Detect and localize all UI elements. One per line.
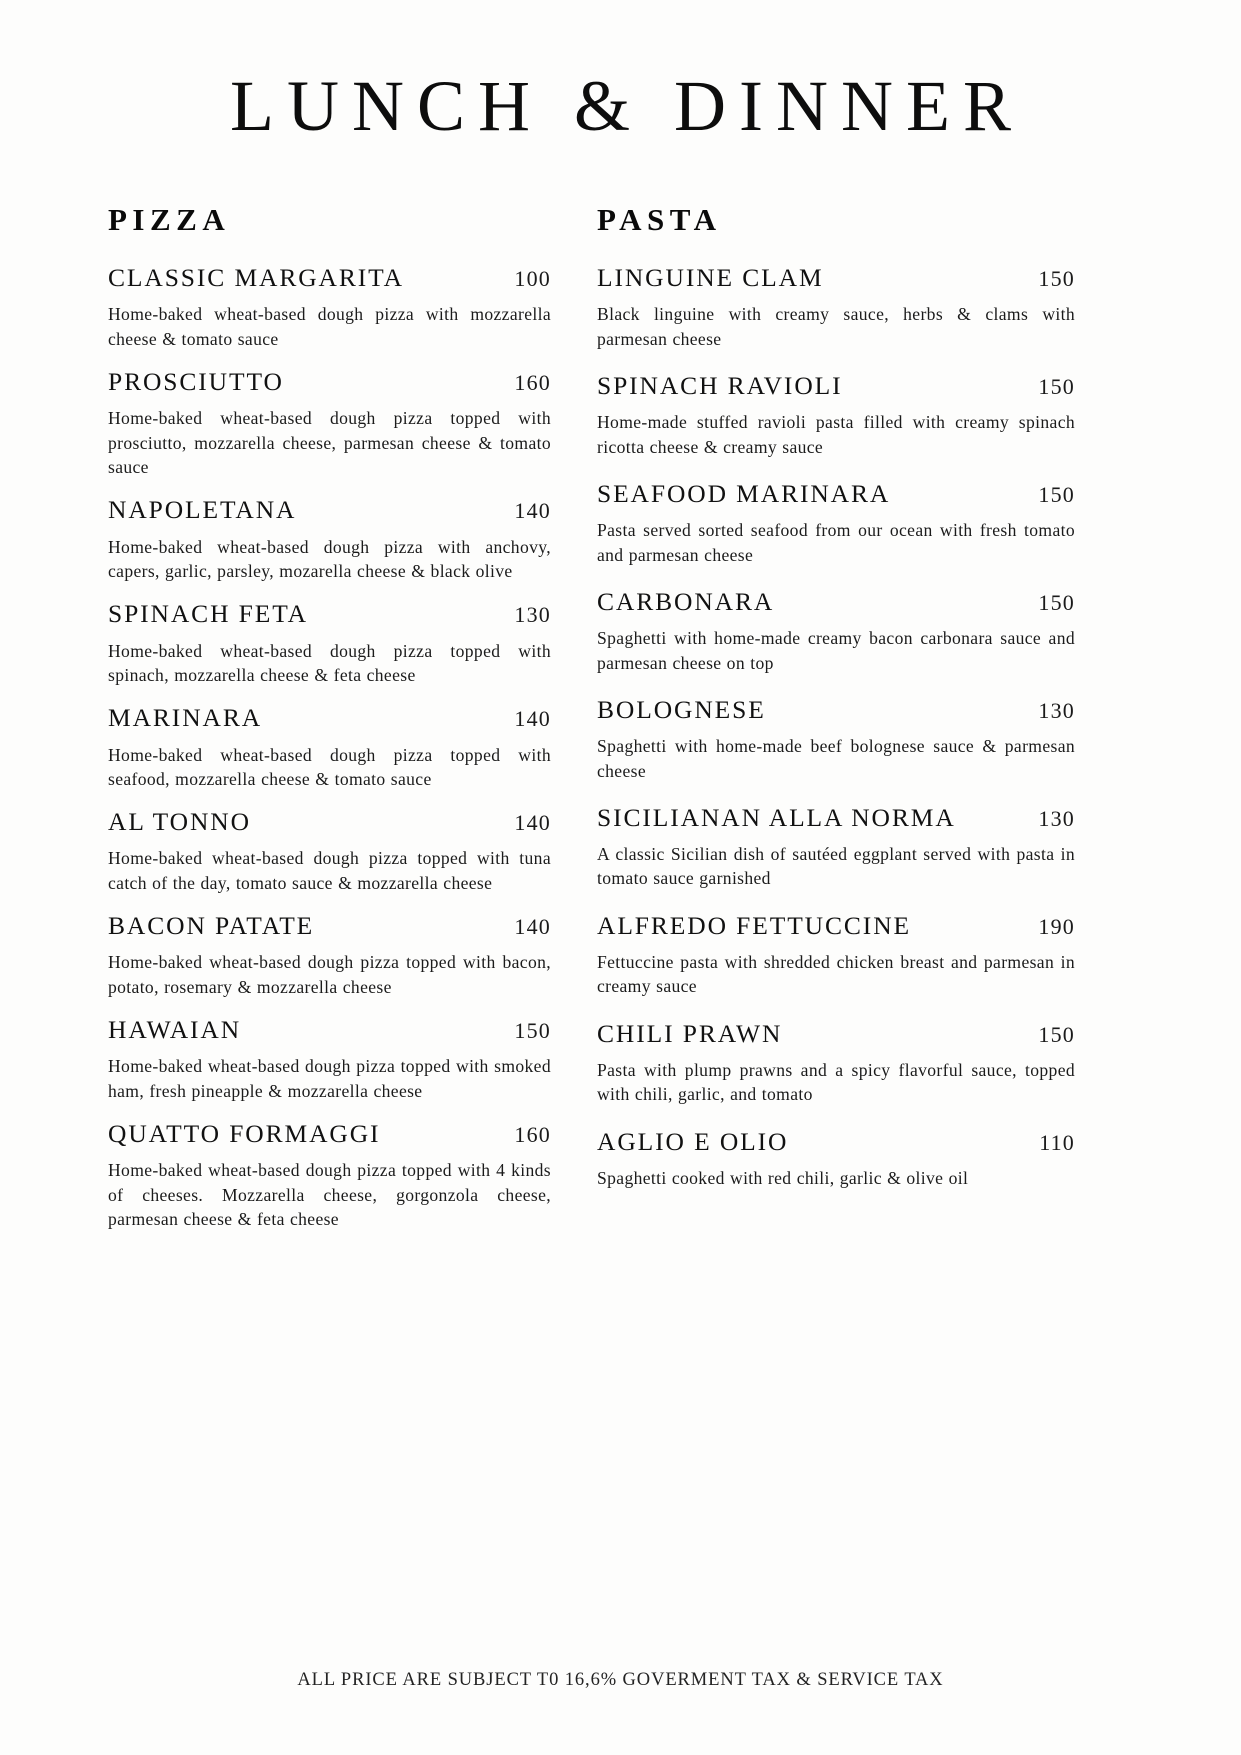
menu-item-price: 150 — [514, 1017, 551, 1043]
menu-item — [108, 597, 551, 687]
menu-item-header — [597, 1125, 1075, 1159]
menu-item-header — [597, 477, 1075, 511]
menu-item-description: A classic Sicilian dish of sautéed eggplant served with pasta in tomato sauce garnished — [597, 844, 1075, 889]
menu-item-name: SPINACH FETA — [108, 599, 308, 629]
menu-item-price: 140 — [514, 498, 551, 524]
menu-item-name: AL TONNO — [108, 807, 251, 837]
menu-item-name: BOLOGNESE — [597, 694, 766, 724]
menu-item — [597, 909, 1075, 999]
menu-item-header — [108, 1013, 551, 1047]
menu-item — [108, 365, 551, 479]
menu-item — [597, 369, 1075, 459]
menu-item — [108, 493, 551, 583]
menu-section-pizza — [108, 204, 551, 1245]
menu-item-price: 130 — [1038, 697, 1075, 723]
menu-item-price: 150 — [1038, 589, 1075, 615]
menu-item-name: CLASSIC MARGARITA — [108, 263, 404, 292]
pizza-item-list — [108, 261, 551, 1231]
menu-item — [108, 261, 551, 351]
menu-item-price: 130 — [1038, 805, 1075, 831]
menu-item-price: 150 — [1038, 266, 1075, 291]
menu-item-description: Home-baked wheat-based dough pizza topped with bacon, potato, rosemary & mozzarella cheese — [108, 952, 551, 997]
menu-item — [597, 1125, 1075, 1191]
menu-item-name: SPINACH RAVIOLI — [597, 370, 843, 400]
menu-item — [597, 477, 1075, 567]
menu-item-price: 130 — [514, 602, 551, 628]
menu-item-name: LINGUINE CLAM — [597, 263, 824, 292]
menu-item — [108, 701, 551, 791]
menu-item-description: Home-baked wheat-based dough pizza topped with seafood, mozzarella cheese & tomato sauce — [108, 744, 551, 789]
menu-item-description: Home-baked wheat-based dough pizza topped with spinach, mozzarella cheese & feta cheese — [108, 640, 551, 685]
menu-item-header — [597, 909, 1075, 943]
menu-item — [597, 801, 1075, 891]
menu-item — [597, 693, 1075, 783]
menu-item-name: CARBONARA — [597, 586, 775, 616]
tax-disclaimer: ALL PRICE ARE SUBJECT T0 16,6% GOVERMENT TAX & SERVICE TAX — [297, 1670, 944, 1690]
menu-item-header — [597, 585, 1075, 619]
page-title: LUNCH & DINNER — [230, 66, 1024, 146]
menu-item-description: Spaghetti cooked with red chili, garlic & olive oil — [597, 1168, 969, 1189]
menu-section-pasta — [597, 204, 1075, 1208]
menu-item — [597, 585, 1075, 675]
menu-item-price: 140 — [514, 706, 551, 732]
menu-item-description: Black linguine with creamy sauce, herbs & clams with parmesan cheese — [597, 304, 1075, 349]
menu-item-description: Home-baked wheat-based dough pizza topped with prosciutto, mozzarella cheese, parmesan cheese & tomato sauce — [108, 408, 551, 477]
menu-item-name: AGLIO E OLIO — [597, 1126, 789, 1156]
menu-item-description: Home-baked wheat-based dough pizza with mozzarella cheese & tomato sauce — [108, 304, 551, 349]
menu-item-price: 150 — [1038, 1021, 1075, 1047]
menu-item-description: Home-made stuffed ravioli pasta filled with creamy spinach ricotta cheese & creamy sauce — [597, 412, 1075, 457]
menu-item-price: 140 — [514, 913, 551, 939]
menu-item-price: 190 — [1038, 913, 1075, 939]
menu-item-price: 160 — [514, 1121, 551, 1147]
menu-item-description: Spaghetti with home-made creamy bacon carbonara sauce and parmesan cheese on top — [597, 628, 1075, 673]
menu-item-price: 100 — [514, 266, 551, 291]
section-heading-pasta: PASTA — [597, 202, 722, 237]
menu-item-price: 150 — [1038, 481, 1075, 507]
menu-item-description: Home-baked wheat-based dough pizza topped with smoked ham, fresh pineapple & mozzarella cheese — [108, 1056, 551, 1101]
menu-item-name: SEAFOOD MARINARA — [597, 478, 891, 508]
menu-item-price: 140 — [514, 810, 551, 836]
menu-item — [108, 909, 551, 999]
menu-item-name: QUATTO FORMAGGI — [108, 1118, 381, 1148]
menu-item-price: 160 — [514, 369, 551, 395]
menu-item-header — [108, 805, 551, 839]
menu-item-name: NAPOLETANA — [108, 495, 297, 525]
menu-item-name: BACON PATATE — [108, 910, 315, 940]
menu-item-header — [597, 801, 1075, 835]
section-heading-pizza: PIZZA — [108, 202, 231, 237]
menu-item-name: HAWAIAN — [108, 1014, 242, 1044]
menu-item-description: Spaghetti with home-made beef bolognese sauce & parmesan cheese — [597, 736, 1075, 781]
menu-item-header — [597, 261, 1075, 295]
menu-item-header — [597, 369, 1075, 403]
menu-item-description: Home-baked wheat-based dough pizza with anchovy, capers, garlic, parsley, mozarella cheese & black olive — [108, 536, 551, 581]
menu-item-header — [108, 261, 551, 295]
menu-item-description: Fettuccine pasta with shredded chicken breast and parmesan in creamy sauce — [597, 952, 1075, 997]
menu-columns — [108, 204, 1133, 1245]
menu-item-header — [597, 693, 1075, 727]
menu-item — [597, 1017, 1075, 1107]
menu-item-header — [597, 1017, 1075, 1051]
menu-item — [108, 1117, 551, 1231]
menu-item — [108, 805, 551, 895]
pasta-item-list — [597, 261, 1075, 1190]
menu-item-name: SICILIANAN ALLA NORMA — [597, 802, 956, 832]
menu-item-header — [108, 909, 551, 943]
menu-item-name: MARINARA — [108, 703, 263, 733]
menu-item — [597, 261, 1075, 351]
menu-item-header — [108, 365, 551, 399]
menu-item-header — [108, 597, 551, 631]
menu-item-name: PROSCIUTTO — [108, 366, 284, 396]
menu-item-description: Home-baked wheat-based dough pizza topped with tuna catch of the day, tomato sauce & mozzarella cheese — [108, 848, 551, 893]
menu-item-description: Home-baked wheat-based dough pizza topped with 4 kinds of cheeses. Mozzarella cheese, gorgonzola cheese, parmesan cheese & feta cheese — [108, 1160, 551, 1229]
menu-item-price: 110 — [1039, 1129, 1075, 1155]
menu-item-price: 150 — [1038, 373, 1075, 399]
menu-item-header — [108, 701, 551, 735]
menu-item-header — [108, 1117, 551, 1151]
menu-item-header — [108, 493, 551, 527]
menu-item-name: ALFREDO FETTUCCINE — [597, 910, 911, 940]
menu-item-description: Pasta served sorted seafood from our ocean with fresh tomato and parmesan cheese — [597, 520, 1075, 565]
menu-item-name: CHILI PRAWN — [597, 1018, 783, 1048]
menu-item — [108, 1013, 551, 1103]
menu-item-description: Pasta with plump prawns and a spicy flavorful sauce, topped with chili, garlic, and tomato — [597, 1060, 1075, 1105]
